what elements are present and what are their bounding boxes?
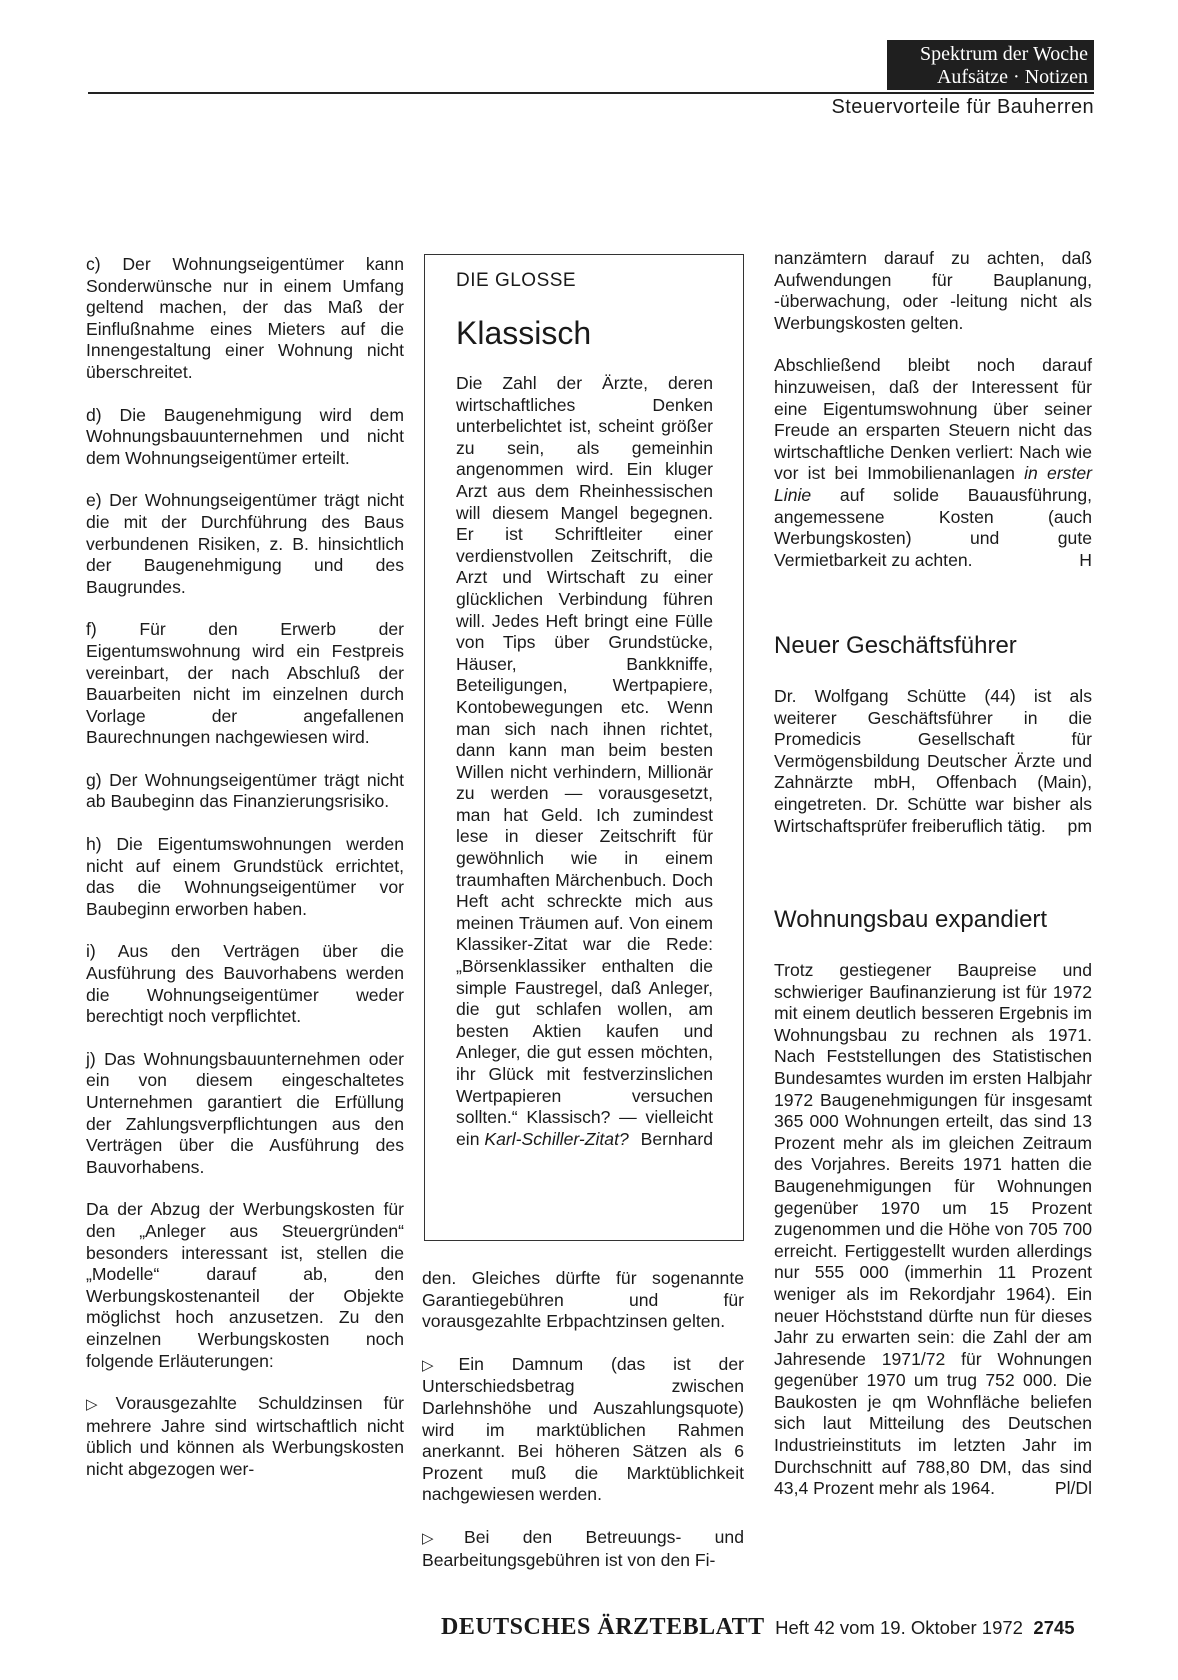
header-rule: [88, 92, 1094, 94]
paragraph-c: c) Der Wohnungseigentümer kann Sonderwünsche nur in einem Umfang geltend machen, der das Maß der Einflußnahme eines Mieters auf die Innengestaltung einer Wohnung nicht überschreitet.: [86, 254, 404, 382]
paragraph-abschliessend: [774, 355, 1092, 571]
paragraph-f: f) Für den Erwerb der Eigentumswohnung wird ein Festpreis vereinbart, der nach Abschluß der Bauarbeiten nicht im einzelnen durch Vorlage der angefallenen Baurechnungen nachgewiesen wird.: [86, 619, 404, 748]
section-label-line2: Aufsätze · Notizen: [936, 66, 1088, 88]
paragraph-abschliessend-text: Abschließend bleibt noch darauf hinzuweisen, daß der Interessent für eine Eigentumswohnung über seiner Freude an ersparten Steuern nicht das wirtschaftliche Denken verliert: Nach wie vor ist bei Immobilienanlagen: [774, 355, 1092, 484]
page-number: 2745: [1033, 1617, 1075, 1638]
signature-h: H: [1079, 549, 1092, 570]
heading-neuer-geschaeftsfuehrer: Neuer Geschäftsführer: [774, 632, 1017, 659]
running-title: Steuervorteile für Bauherren: [831, 96, 1094, 118]
signature-pl-dl: Pl/Dl: [1054, 1478, 1092, 1499]
paragraph-abschliessend-italic: in erster Linie: [774, 463, 1093, 505]
signature-pm: pm: [1067, 815, 1092, 836]
column-3: [774, 248, 1092, 571]
triangle-bullet-icon: ▷: [86, 1396, 114, 1414]
paragraph-finanzaemter: nanzämtern darauf zu achten, daß Aufwendungen für Bauplanung, -überwachung, oder -leitung nicht als Werbungskosten gelten.: [774, 248, 1092, 333]
column-1: [86, 254, 404, 1481]
page-footer: [441, 1614, 1075, 1641]
glosse-kicker: DIE GLOSSE: [456, 270, 577, 291]
issue-info: Heft 42 vom 19. Oktober 1972: [775, 1617, 1023, 1638]
paragraph-garantie: den. Gleiches dürfte für sogenannte Garantiegebühren und für vorausgezahlte Erbpachtzinsen gelten.: [422, 1268, 744, 1332]
paragraph-damnum: [422, 1354, 744, 1506]
paragraph-damnum-text: Ein Damnum (das ist der Unterschiedsbetrag zwischen Darlehnshöhe und Auszahlungsquote) wird im marktüblichen Rahmen anerkannt. Bei höheren Sätzen als 6 Prozent muß die Marktüblichkeit nachgewiesen werden.: [422, 1353, 744, 1505]
notice-geschaeftsfuehrer: [774, 686, 1092, 837]
paragraph-betreuung: [422, 1527, 744, 1571]
paragraph-d: d) Die Baugenehmigung wird dem Wohnungsbauunternehmen und nicht dem Wohnungseigentümer erteilt.: [86, 404, 404, 468]
glosse-signature: Bernhard: [640, 1128, 713, 1149]
paragraph-e: e) Der Wohnungseigentümer trägt nicht die mit der Durchführung des Baus verbundenen Risiken, z. B. hinsichtlich der Baugenehmigung und des Baugrundes.: [86, 490, 404, 597]
glosse-box: [424, 254, 744, 1241]
triangle-bullet-icon: ▷: [422, 1356, 457, 1374]
section-label-line1: Spektrum der Woche: [920, 43, 1088, 65]
journal-masthead: DEUTSCHES ÄRZTEBLATT: [441, 1614, 765, 1640]
triangle-bullet-icon: ▷: [422, 1529, 462, 1547]
paragraph-schuldzinsen: [86, 1393, 404, 1480]
paragraph-abschliessend-text-2: auf solide Bauausführung, angemessene Kosten (auch Werbungskosten) und gute Vermietbarkeit zu achten.: [774, 484, 1092, 570]
paragraph-wohnungsbau-text: Trotz gestiegener Baupreise und schwieriger Baufinanzierung ist für 1972 mit einem deutlich besseren Ergebnis im Wohnungsbau zu rechnen als 1971. Nach Feststellungen des Statistischen Bundesamtes wurden im ersten Halbjahr 1972 Baugenehmigungen für insgesamt 365 000 Wohnungen erteilt, das sind 13 Prozent mehr als im gleichen Zeitraum des Vorjahres. Bereits 1971 hatten die Baugenehmigungen für Wohnungen gegenüber 1970 um 15 Prozent zugenommen und die Höhe von 705 700 erreicht. Fertiggestellt wurden allerdings nur 555 000 (immerhin 11 Prozent weniger als im Rekordjahr 1964). Ein neuer Höchststand dürfte nun für dieses Jahr zu erwarten sein: die Zahl der am Jahresende 1971/72 für Wohnungen gegenüber 1970 um trug 752 000. Die Baukosten je qm Wohnfläche beliefen sich laut Mitteilung des Deutschen Industrieinstituts im letzten Jahr im Durchschnitt auf 788,80 DM, das sind 43,4 Prozent mehr als 1964.: [774, 960, 1092, 1499]
notice-wohnungsbau: [774, 960, 1092, 1500]
paragraph-g: g) Der Wohnungseigentümer trägt nicht ab Baubeginn das Finanzierungsrisiko.: [86, 769, 404, 812]
section-label: [887, 40, 1094, 90]
glosse-body: Die Zahl der Ärzte, deren wirtschaftliches Denken unterbelichtet ist, scheint größer zu sein, als gemeinhin angenommen wird. Ein kluger Arzt aus dem Rheinhessischen will diesem Mangel begegnen. Er ist Schriftleiter einer verdienstvollen Zeitschrift, die Arzt und Wirtschaft zu einer glücklichen Verbindung führen will. Jedes Heft bringt eine Fülle von Tips über Grundstücke, Häuser, Bankkniffe, Beteiligungen, Wertpapiere, Kontobewegungen etc. Wenn man sich nach ihnen richtet, dann kann man beim besten Willen nicht verhindern, Millionär zu werden — vorausgesetzt, man hat Geld. Ich zumindest lese in dieser Zeitschrift für gewöhnlich wie in einem traumhaften Märchenbuch. Doch Heft acht schreckte mich aus meinen Träumen auf. Von einem Klassiker-Zitat war die Rede: „Börsenklassiker enthalten die simple Faustregel, daß Anleger, die gut schlafen wollen, am besten Aktien kaufen und Anleger, die gut essen möchten, ihr Glück mit festverzinslichen Wertpapieren versuchen sollten.“ Klassisch? — vielleicht ein: [456, 373, 713, 1149]
paragraph-i: i) Aus den Verträgen über die Ausführung des Bauvorhabens werden die Wohnungseigentümer weder berechtigt noch verpflichtet.: [86, 941, 404, 1027]
paragraph-wohnungsbau: [774, 960, 1092, 1500]
paragraph-werbungskosten: Da der Abzug der Werbungskosten für den „Anleger aus Steuergründen“ besonders interessant ist, stellen die „Modelle“ darauf ab, den Werbungskostenanteil der Objekte möglichst hoch anzusetzen. Zu den einzelnen Werbungskosten noch folgende Erläuterungen:: [86, 1199, 404, 1371]
column-2: [422, 1268, 744, 1571]
paragraph-geschaeftsfuehrer: [774, 686, 1092, 837]
heading-wohnungsbau-expandiert: Wohnungsbau expandiert: [774, 906, 1048, 933]
paragraph-h: h) Die Eigentumswohnungen werden nicht auf einem Grundstück errichtet, das die Wohnungseigentümer vor Baubeginn erworben haben.: [86, 834, 404, 919]
paragraph-schuldzinsen-text: Vorausgezahlte Schuldzinsen für mehrere Jahre sind wirtschaftlich nicht üblich und können als Werbungskosten nicht abgezogen wer-: [86, 1393, 404, 1479]
glosse-body-italic: Karl-Schiller-Zitat?: [484, 1128, 629, 1149]
paragraph-geschaeftsfuehrer-text: Dr. Wolfgang Schütte (44) ist als weiterer Geschäftsführer in die Promedicis Gesellschaft für Vermögensbildung Deutscher Ärzte und Zahnärzte mbH, Offenbach (Main), eingetreten. Dr. Schütte war bisher als Wirtschaftsprüfer freiberuflich tätig.: [774, 686, 1092, 836]
glosse-title: Klassisch: [456, 315, 592, 351]
glosse-text: [456, 373, 713, 1150]
paragraph-betreuung-text: Bei den Betreuungs- und Bearbeitungsgebühren ist von den Fi-: [422, 1526, 744, 1570]
paragraph-j: j) Das Wohnungsbauunternehmen oder ein von diesem eingeschaltetes Unternehmen garantiert die Erfüllung der Zahlungsverpflichtungen aus den Verträgen über die Ausführung des Bauvorhabens.: [86, 1048, 404, 1177]
